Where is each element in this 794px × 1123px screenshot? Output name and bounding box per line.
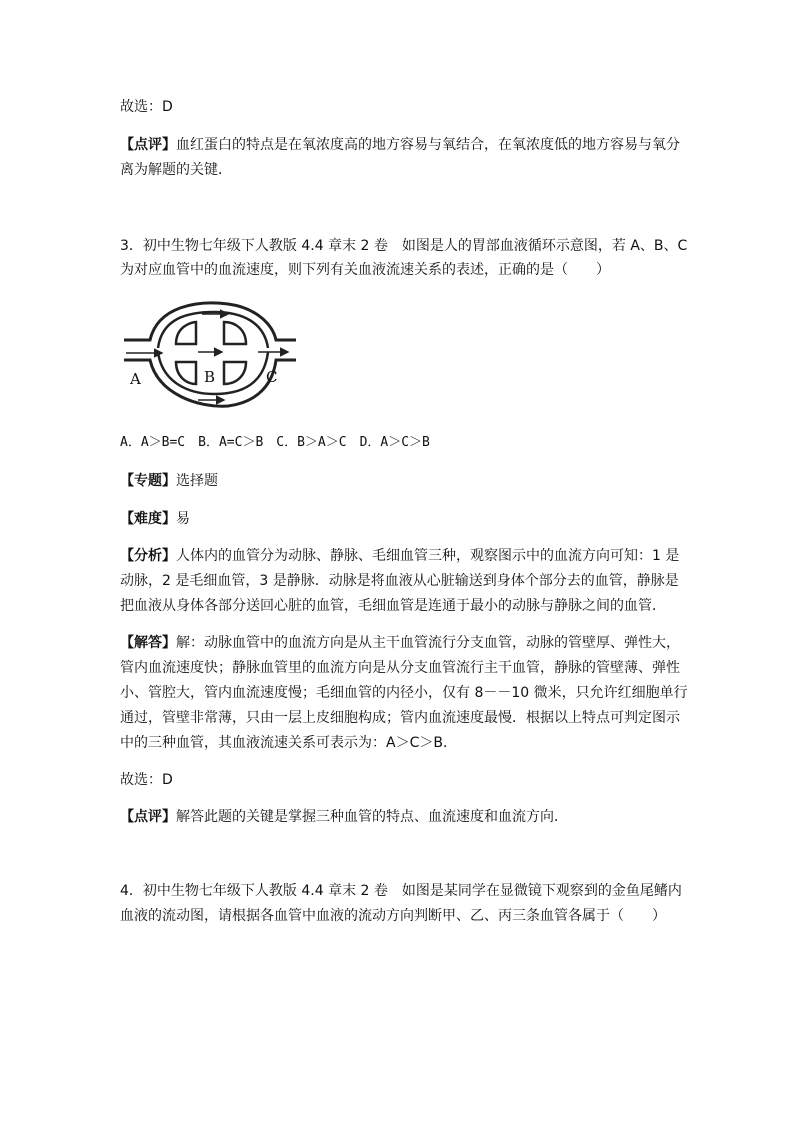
question-4-stem-1: 4．初中生物七年级下人教版 4.4 章末 2 卷 如图是某同学在显微镜下观察到的金鱼尾鳍内 [120,883,682,899]
difficulty-tag: 【难度】 [120,511,176,527]
solution-text-1: 解：动脉血管中的血流方向是从主干血管流行分支血管，动脉的管壁厚、弹性大， [176,635,680,651]
question-3-stem-2: 为对应血管中的血流速度，则下列有关血液流速关系的表述，正确的是（ ） [120,262,610,278]
analysis-text-3: 把血液从身体各部分送回心脏的血管，毛细血管是连通于最小的动脉与静脉之间的血管． [120,598,666,614]
comment-text-3: 解答此题的关键是掌握三种血管的特点、血流速度和血流方向． [176,809,568,825]
comment-text-1: 血红蛋白的特点是在氧浓度高的地方容易与氧结合，在氧浓度低的地方容易与氧分 [176,137,680,153]
solution-paragraph [120,633,680,653]
solution-text-5: 中的三种血管，其血液流速关系可表示为：A＞C＞B． [120,735,457,751]
difficulty-value: 易 [176,511,190,527]
topic-value: 选择题 [176,473,218,489]
comment-text-2: 离为解题的关键． [120,162,232,178]
question-4-stem-2: 血液的流动图，请根据各血管中血液的流动方向判断甲、乙、丙三条血管各属于（ ） [120,908,666,924]
solution-tag: 【解答】 [120,635,176,651]
solution-text-3: 小、管腔大，管内血流速度慢；毛细血管的内径小，仅有 8－－10 微米，只允许红细胞单行 [120,685,688,701]
label-b: B [204,368,216,386]
question-3-options: A．A＞B=C B．A=C＞B C．B＞A＞C D．A＞C＞B [120,435,430,450]
stomach-blood-circulation-figure [118,296,298,414]
solution-text-2: 管内血流速度快；静脉血管里的血流方向是从分支血管流行主干血管，静脉的管壁薄、弹性 [120,660,680,676]
topic-line [120,471,218,491]
analysis-tag: 【分析】 [120,548,176,564]
comment-paragraph [120,135,680,155]
comment-tag-3: 【点评】 [120,809,176,825]
answer-line: 故选：D [120,99,173,115]
question-3-stem-1: 3．初中生物七年级下人教版 4.4 章末 2 卷 如图是人的胃部血液循环示意图，若 A、B、C [120,238,688,254]
difficulty-line [120,509,190,529]
topic-tag: 【专题】 [120,473,176,489]
label-c: C [266,368,278,386]
analysis-paragraph [120,546,679,566]
analysis-text-2: 动脉，2 是毛细血管，3 是静脉．动脉是将血液从心脏输送到身体个部分去的血管，静脉是 [120,573,679,589]
question-3-comment [120,807,568,827]
question-3-answer: 故选：D [120,772,173,788]
analysis-text-1: 人体内的血管分为动脉、静脉、毛细血管三种，观察图示中的血流方向可知：1 是 [176,548,680,564]
label-a: A [130,370,141,388]
comment-tag: 【点评】 [120,137,176,153]
solution-text-4: 通过，管壁非常薄，只由一层上皮细胞构成；管内血流速度最慢．根据以上特点可判定图示 [120,710,680,726]
